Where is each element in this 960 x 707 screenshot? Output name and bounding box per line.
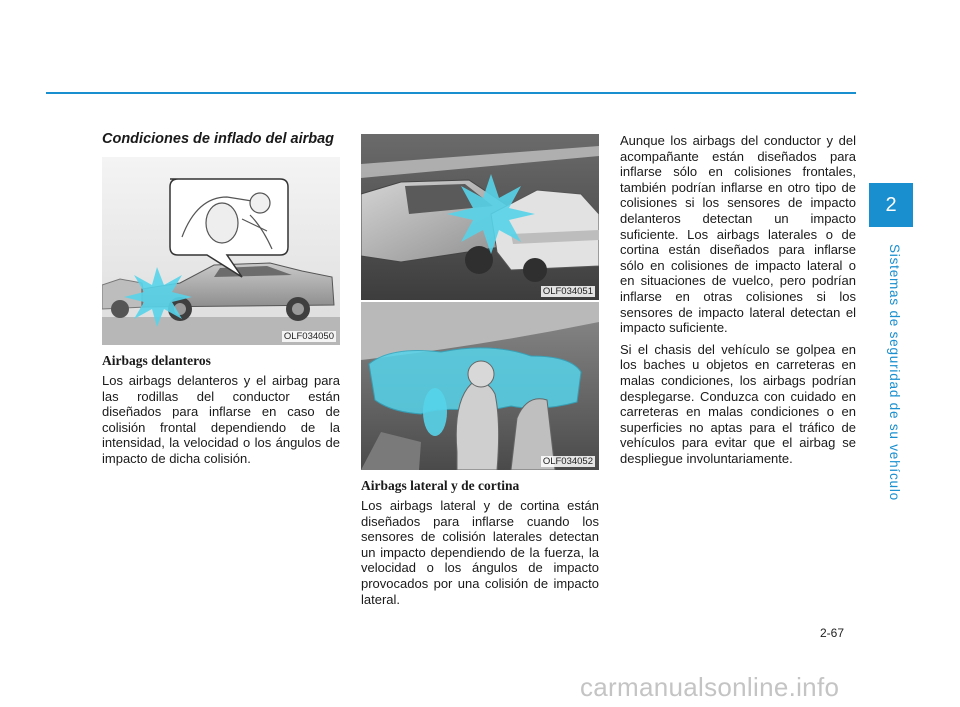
- curtain-airbag-illustration: [361, 302, 599, 470]
- chapter-title: Sistemas de seguridad de su vehículo: [887, 244, 902, 501]
- subtitle-side-curtain-airbags: Airbags lateral y de cortina: [361, 478, 520, 493]
- column-right: [620, 133, 856, 472]
- chapter-number: 2: [885, 193, 897, 216]
- figure-label: OLF034052: [542, 456, 593, 467]
- paragraph-inflation-conditions: Aunque los airbags del conductor y del acompañante están diseñados para inflarse sólo en colisiones frontales, también podrían inflarse en otro tipo de colisiones si los sensores de impacto delanteros detectan un impacto suficiente. Los airbags laterales o de cortina están diseñados para inflarse sólo en colisiones de impacto lateral o en situaciones de vuelco, pero podrían inflarse en otras colisiones si los sensores de impacto lateral detectan el impacto suficiente.: [620, 133, 856, 336]
- figure-side-impact: [361, 134, 599, 300]
- section-title: Condiciones de inflado del airbag: [102, 131, 335, 147]
- subtitle-front-airbags: Airbags delanteros: [102, 353, 211, 368]
- paragraph-side-curtain-airbags: Los airbags lateral y de cortina están diseñados para inflarse cuando los sensores de colisión laterales detectan un impacto dependiendo de la fuerza, la velocidad o los ángulos de impacto provocados por una colisión de impacto lateral.: [361, 498, 599, 607]
- figure-curtain-airbag: [361, 302, 599, 470]
- page-number: 2-67: [820, 626, 845, 640]
- paragraph-rough-road-warning: Si el chasis del vehículo se golpea en los baches u objetos en carreteras en malas condiciones, los airbags podrían desplegarse. Conduzca con cuidado en carreteras en malas condiciones o en superficies no aptas para el tráfico de vehículos para evitar que el airbag se despliegue involuntariamente.: [620, 341, 856, 466]
- figure-label: OLF034050: [283, 331, 334, 342]
- watermark: carmanualsonline.info: [580, 672, 840, 702]
- column-left: [102, 120, 340, 473]
- figure-frontal-airbag: [102, 157, 340, 345]
- frontal-impact-illustration: [102, 157, 340, 345]
- top-rule: [46, 92, 856, 94]
- figure-label: OLF034051: [542, 286, 593, 297]
- column-middle: [361, 134, 599, 613]
- chapter-number-tab[interactable]: [869, 183, 913, 227]
- paragraph-front-airbags: Los airbags delanteros y el airbag para las rodillas del conductor están diseñados para inflarse en caso de colisión frontal dependiendo de la intensidad, la velocidad o los ángulos de impacto de dicha colisión.: [102, 373, 340, 466]
- side-impact-illustration: [361, 134, 599, 300]
